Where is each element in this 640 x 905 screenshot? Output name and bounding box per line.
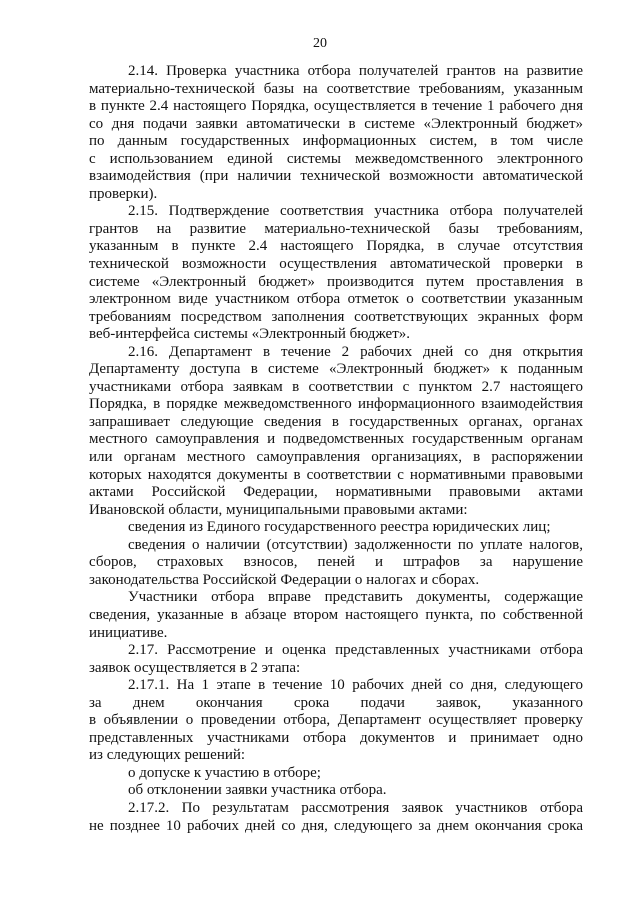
text-line: из следующих решений:: [89, 747, 246, 764]
text-line: проверки).: [89, 185, 158, 202]
text-line: 2.15. Подтверждение соответствия участника отбора получателей: [128, 203, 583, 220]
text-line: 2.14. Проверка участника отбора получателей грантов на развитие: [128, 63, 583, 79]
text-line: указанным в пункте 2.4 настоящего Порядка, в случае отсутствия: [89, 238, 583, 255]
text-line: инициативе.: [89, 624, 168, 641]
text-line: Участники отбора вправе представить документы, содержащие: [128, 589, 583, 606]
text-line: грантов на развитие материально-технической базы требованиям,: [89, 220, 583, 237]
text-line: сведения о наличии (отсутствии) задолженности по уплате налогов,: [128, 536, 583, 553]
text-line: системе «Электронный бюджет» производится путем проставления в: [89, 273, 583, 290]
text-line: участниками отбора заявкам в соответствии с пунктом 2.7 настоящего: [89, 378, 583, 395]
text-line: по данным государственных информационных систем, в том числе: [89, 133, 583, 150]
text-line: за днем окончания срока подачи заявок, указанного: [89, 694, 583, 711]
text-line: 2.16. Департамент в течение 2 рабочих дней со дня открытия: [128, 343, 583, 360]
text-line: 2.17. Рассмотрение и оценка представленных участниками отбора: [128, 642, 583, 659]
text-line: сведения из Единого государственного реестра юридических лиц;: [128, 519, 551, 536]
text-line: сведения, указанные в абзаце втором настоящего пункта, по собственной: [89, 606, 583, 623]
page-number: 20: [313, 36, 327, 51]
text-line: веб-интерфейса системы «Электронный бюджет».: [89, 326, 410, 343]
text-line: законодательства Российской Федерации о налогах и сборах.: [89, 571, 480, 588]
text-line: которых находятся документы в соответствии с нормативными правовыми: [89, 466, 583, 483]
text-line: материально-технической базы на соответствие требованиям, указанным: [89, 80, 583, 97]
text-line: 2.17.1. На 1 этапе в течение 10 рабочих дней со дня, следующего: [128, 677, 583, 694]
text-line: запрашивает следующие сведения в государственных органах, органах: [89, 413, 583, 430]
text-line: заявок осуществляется в 2 этапа:: [89, 659, 301, 676]
text-line: в объявлении о проведении отбора, Департамент осуществляет проверку: [89, 712, 583, 729]
text-line: местного самоуправления и подведомственных государственным органам: [89, 431, 583, 448]
text-line: не позднее 10 рабочих дней со дня, следующего за днем окончания срока: [89, 817, 583, 834]
text-line: 2.17.2. По результатам рассмотрения заявок участников отбора: [128, 799, 583, 816]
text-line: требованиям посредством заполнения соответствующих экранных форм: [89, 308, 583, 325]
text-line: сборов, страховых взносов, пеней и штрафов за нарушение: [89, 554, 583, 571]
text-line: или органам местного самоуправления организациях, в распоряжении: [89, 449, 583, 466]
text-line: об отклонении заявки участника отбора.: [128, 782, 387, 799]
text-line: Порядка, в порядке межведомственного информационного взаимодействия: [89, 396, 583, 413]
text-line: Департаменту доступа в системе «Электронный бюджет» к поданным: [89, 361, 583, 378]
text-line: актами Российской Федерации, нормативными правовыми актами: [89, 484, 583, 501]
text-line: представленных участниками отбора документов и принимает одно: [89, 729, 583, 746]
text-line: о допуске к участию в отборе;: [128, 764, 321, 781]
text-line: взаимодействия (при наличии технической возможности автоматической: [89, 168, 583, 185]
document-body: [89, 63, 583, 835]
text-line: технической возможности осуществления автоматической проверки в: [89, 256, 583, 273]
text-line: в пункте 2.4 настоящего Порядка, осуществляется в течение 1 рабочего дня: [89, 98, 583, 115]
text-line: Ивановской области, муниципальными правовыми актами:: [89, 501, 468, 518]
text-line: с использованием единой системы межведомственного электронного: [89, 150, 583, 167]
text-line: со дня подачи заявки автоматически в системе «Электронный бюджет»: [89, 115, 583, 132]
text-line: электронном виде участником отбора отметок о соответствии указанным: [89, 291, 583, 308]
